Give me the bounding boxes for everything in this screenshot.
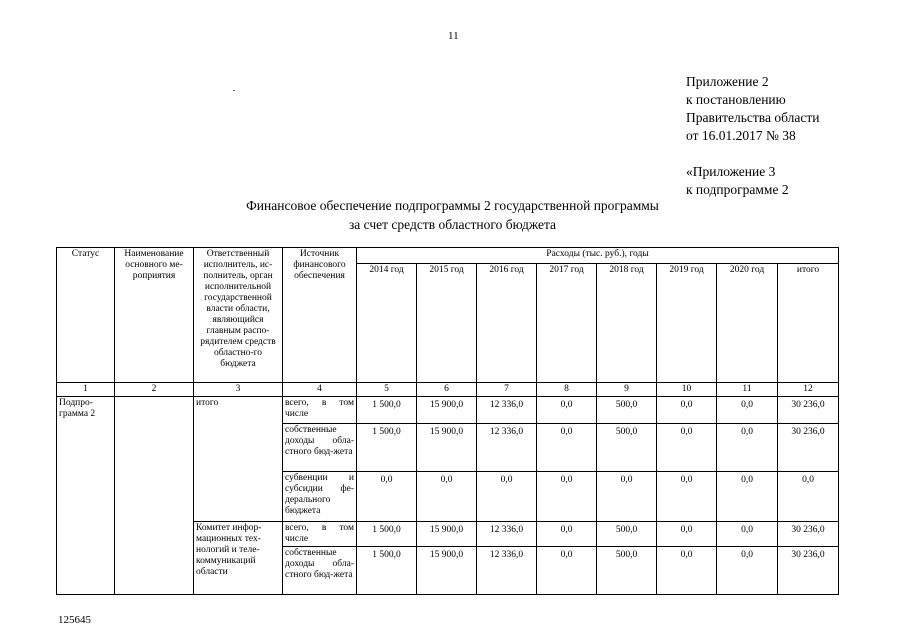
column-index: 5 [357, 383, 417, 397]
value-cell: 0,0 [357, 472, 417, 522]
source-cell: субвенции и субсидии фе-дерального бюджета [283, 472, 357, 522]
executor-cell: Комитет инфор-мационных тех-нологий и теле-коммуникаций области [194, 522, 283, 595]
value-cell: 15 900,0 [417, 397, 477, 424]
value-cell: 15 900,0 [417, 522, 477, 547]
document-title [0, 196, 905, 234]
value-cell: 0,0 [717, 547, 778, 595]
header-status: Статус [57, 248, 115, 383]
source-cell: всего, в том числе [283, 397, 357, 424]
value-cell: 1 500,0 [357, 397, 417, 424]
value-cell: 0,0 [778, 472, 839, 522]
value-cell: 0,0 [597, 472, 657, 522]
value-cell: 30 236,0 [778, 424, 839, 472]
column-index-row [57, 383, 839, 397]
value-cell: 1 500,0 [357, 547, 417, 595]
header-funding-source: Источник финансового обеспечения [283, 248, 357, 383]
value-cell: 500,0 [597, 424, 657, 472]
appendix-line: «Приложение 3 [686, 164, 776, 179]
appendix-header [686, 73, 819, 199]
value-cell: 500,0 [597, 397, 657, 424]
value-cell: 12 336,0 [477, 522, 537, 547]
value-cell: 0,0 [717, 424, 778, 472]
value-cell: 0,0 [537, 547, 597, 595]
value-cell: 0,0 [417, 472, 477, 522]
value-cell: 15 900,0 [417, 424, 477, 472]
header-year: 2020 год [717, 264, 778, 383]
column-index: 6 [417, 383, 477, 397]
header-expenses: Расходы (тыс. руб.), годы [357, 248, 839, 264]
appendix-line: к постановлению [686, 92, 786, 107]
header-year: 2019 год [657, 264, 717, 383]
title-line-1: Финансовое обеспечение подпрограммы 2 государственной программы [246, 198, 659, 213]
value-cell: 500,0 [597, 547, 657, 595]
financing-table [56, 247, 839, 595]
scan-speck [233, 90, 235, 91]
column-index: 7 [477, 383, 537, 397]
header-year: 2018 год [597, 264, 657, 383]
value-cell: 0,0 [537, 424, 597, 472]
column-index: 2 [115, 383, 194, 397]
value-cell: 0,0 [537, 397, 597, 424]
value-cell: 0,0 [657, 397, 717, 424]
value-cell: 500,0 [597, 522, 657, 547]
value-cell: 0,0 [477, 472, 537, 522]
appendix-line: Правительства области [686, 110, 820, 125]
column-index: 9 [597, 383, 657, 397]
column-index: 12 [778, 383, 839, 397]
column-index: 8 [537, 383, 597, 397]
value-cell: 0,0 [717, 397, 778, 424]
appendix-line: к подпрограмме 2 [686, 182, 789, 197]
value-cell: 0,0 [657, 522, 717, 547]
header-year: 2014 год [357, 264, 417, 383]
header-year: 2015 год [417, 264, 477, 383]
value-cell: 0,0 [657, 424, 717, 472]
value-cell: 0,0 [717, 522, 778, 547]
document-code: 125645 [58, 614, 91, 626]
column-index: 3 [194, 383, 283, 397]
value-cell: 0,0 [657, 472, 717, 522]
column-index: 1 [57, 383, 115, 397]
value-cell: 0,0 [537, 522, 597, 547]
title-line-2: за счет средств областного бюджета [348, 217, 557, 232]
value-cell: 30 236,0 [778, 397, 839, 424]
source-cell: собственные доходы обла-стного бюд-жета [283, 547, 357, 595]
appendix-line: Приложение 2 [686, 74, 769, 89]
source-cell: собственные доходы обла-стного бюд-жета [283, 424, 357, 472]
status-cell: Подпро-грамма 2 [57, 397, 115, 595]
value-cell: 0,0 [537, 472, 597, 522]
column-index: 11 [717, 383, 778, 397]
header-executor: Ответственный исполнитель, ис-полнитель, орган исполнительной государственной власти области, являющийся главным распо-рядителем средств областно-го бюджета [194, 248, 283, 383]
value-cell: 1 500,0 [357, 424, 417, 472]
value-cell: 30 236,0 [778, 522, 839, 547]
value-cell: 15 900,0 [417, 547, 477, 595]
table-row [57, 397, 839, 424]
value-cell: 1 500,0 [357, 522, 417, 547]
page-number: 11 [448, 30, 459, 42]
value-cell: 12 336,0 [477, 424, 537, 472]
value-cell: 12 336,0 [477, 547, 537, 595]
appendix-line: от 16.01.2017 № 38 [686, 128, 796, 143]
measure-name-cell [115, 397, 194, 595]
column-index: 4 [283, 383, 357, 397]
header-year: 2017 год [537, 264, 597, 383]
header-total: итого [778, 264, 839, 383]
header-measure-name: Наименование основного ме-роприятия [115, 248, 194, 383]
header-year: 2016 год [477, 264, 537, 383]
value-cell: 12 336,0 [477, 397, 537, 424]
value-cell: 0,0 [717, 472, 778, 522]
value-cell: 0,0 [657, 547, 717, 595]
column-index: 10 [657, 383, 717, 397]
executor-cell: итого [194, 397, 283, 522]
value-cell: 30 236,0 [778, 547, 839, 595]
source-cell: всего, в том числе [283, 522, 357, 547]
